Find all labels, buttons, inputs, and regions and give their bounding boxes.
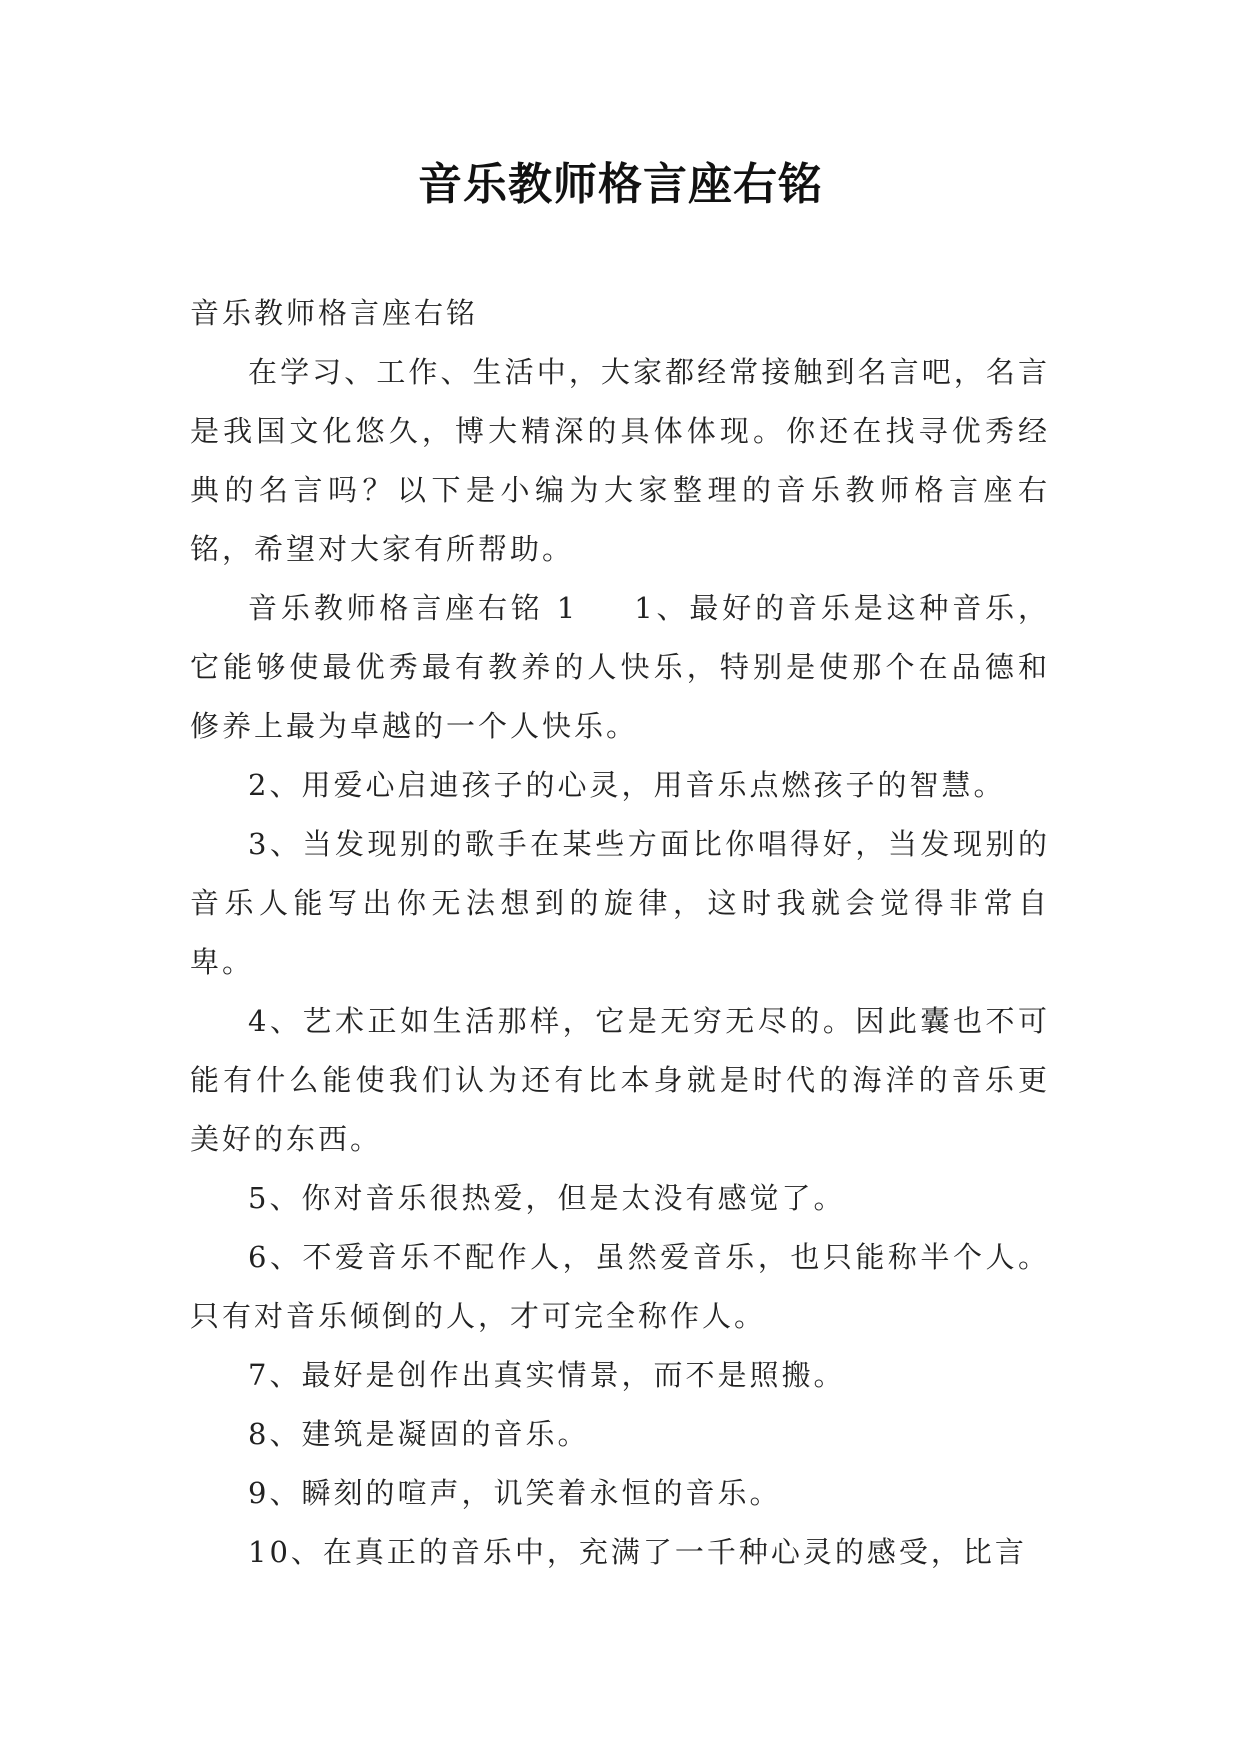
quote-item-9: 9、瞬刻的喧声，讥笑着永恒的音乐。 xyxy=(248,1476,782,1510)
quote-item-4: 4、艺术正如生活那样，它是无穷无尽的。因此囊也不可能有什么能使我们认为还有比本身就是时代的海洋的音乐更美好的东西。 xyxy=(190,1004,1050,1156)
document-title: 音乐教师格言座右铭 xyxy=(418,159,823,210)
section-first-paragraph xyxy=(190,579,1050,756)
quote-item-2: 2、用爱心启迪孩子的心灵，用音乐点燃孩子的智慧。 xyxy=(248,768,1006,802)
quote-item-7: 7、最好是创作出真实情景，而不是照搬。 xyxy=(248,1358,846,1392)
intro-paragraph: 在学习、工作、生活中，大家都经常接触到名言吧，名言是我国文化悠久，博大精深的具体体现。你还在找寻优秀经典的名言吗？以下是小编为大家整理的音乐教师格言座右铭，希望对大家有所帮助。 xyxy=(190,355,1050,566)
quote-item-8: 8、建筑是凝固的音乐。 xyxy=(248,1417,590,1451)
section-heading: 音乐教师格言座右铭 1 xyxy=(248,591,579,625)
quote-item-10: 10、在真正的音乐中，充满了一千种心灵的感受，比言 xyxy=(248,1535,1027,1569)
quote-item-5: 5、你对音乐很热爱，但是太没有感觉了。 xyxy=(248,1181,846,1215)
quote-item-6: 6、不爱音乐不配作人，虽然爱音乐，也只能称半个人。只有对音乐倾倒的人，才可完全称作人。 xyxy=(190,1240,1050,1333)
document-body xyxy=(190,284,1050,1582)
document-subtitle: 音乐教师格言座右铭 xyxy=(190,296,479,330)
quote-item-3: 3、当发现别的歌手在某些方面比你唱得好，当发现别的音乐人能写出你无法想到的旋律，这时我就会觉得非常自卑。 xyxy=(190,827,1050,979)
quote-item-1: 1、最好的音乐是这种音乐，它能够使最优秀最有教养的人快乐，特别是使那个在品德和修养上最为卓越的一个人快乐。 xyxy=(190,591,1050,743)
